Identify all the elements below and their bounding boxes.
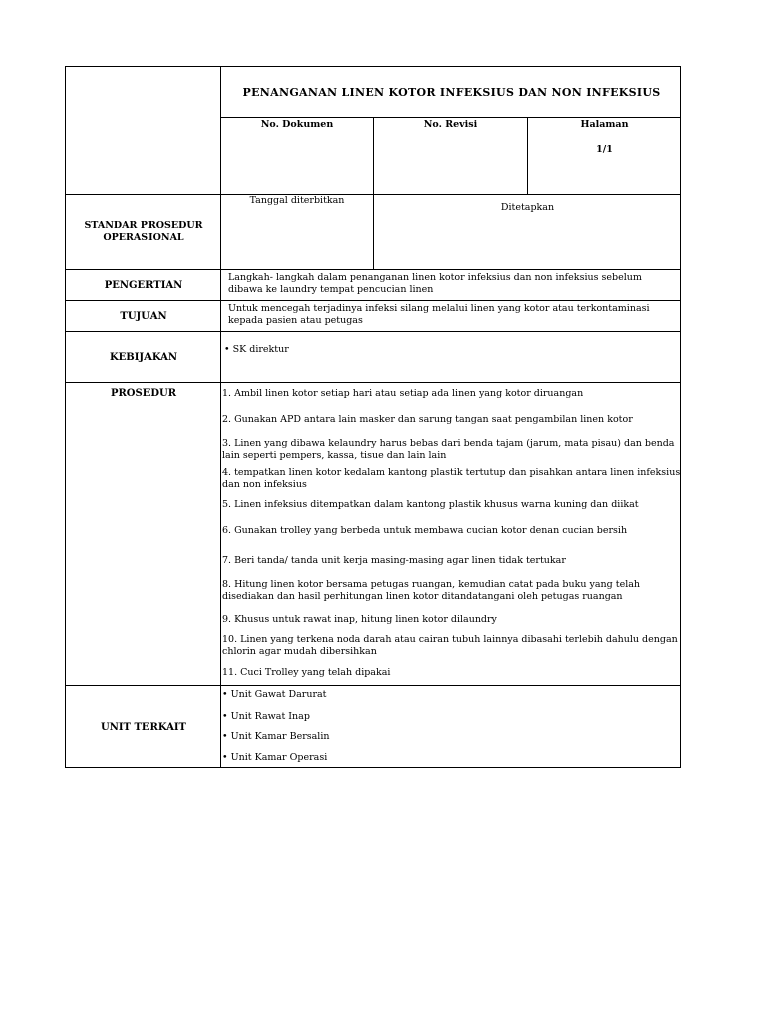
unit-terkait-label: UNIT TERKAIT	[101, 721, 186, 733]
no-revisi-label: No. Revisi	[423, 119, 478, 130]
prosedur-label: PROSEDUR	[110, 388, 177, 399]
sop-label: STANDAR PROSEDUR OPERASIONAL	[84, 220, 203, 243]
tujuan-label: TUJUAN	[120, 310, 167, 322]
prosedur-step: 2. Gunakan APD antara lain masker dan sarung tangan saat pengambilan linen kotor	[222, 414, 633, 425]
title-divider	[220, 117, 681, 118]
pengertian-label: PENGERTIAN	[104, 279, 183, 291]
prosedur-step: 8. Hitung linen kotor bersama petugas ruangan, kemudian catat pada buku yang telah disediakan dan hasil perhitungan linen kotor ditandatangani oleh petugas ruangan	[222, 579, 641, 602]
halaman-label: Halaman	[580, 119, 629, 130]
prosedur-step: 6. Gunakan trolley yang berbeda untuk membawa cucian kotor denan cucian bersih	[222, 525, 628, 536]
kebijakan-divider	[66, 382, 681, 383]
kebijakan-text: • SK direktur	[224, 344, 289, 355]
ditetapkan-label: Ditetapkan	[500, 202, 555, 213]
sop-document	[65, 66, 681, 768]
unit-item: • Unit Rawat Inap	[222, 711, 310, 722]
doc-column-divider-1	[373, 117, 374, 269]
document-title: PENANGANAN LINEN KOTOR INFEKSIUS DAN NON INFEKSIUS	[242, 85, 661, 99]
prosedur-step: 7. Beri tanda/ tanda unit kerja masing-masing agar linen tidak tertukar	[222, 555, 566, 566]
prosedur-step: 11. Cuci Trolley yang telah dipakai	[222, 667, 391, 678]
prosedur-step: 10. Linen yang terkena noda darah atau cairan tubuh lainnya dibasahi terlebih dahulu dengan chlorin agar mudah dibersihkan	[222, 634, 678, 657]
prosedur-step: 1. Ambil linen kotor setiap hari atau setiap ada linen yang kotor diruangan	[222, 388, 584, 399]
unit-item: • Unit Kamar Operasi	[222, 752, 328, 763]
no-dokumen-label: No. Dokumen	[260, 119, 334, 130]
tanggal-diterbitkan-label: Tanggal diterbitkan	[249, 195, 345, 206]
prosedur-step: 3. Linen yang dibawa kelaundry harus bebas dari benda tajam (jarum, mata pisau) dan benda lain seperti pempers, kassa, tisue dan lain lain	[222, 438, 675, 461]
prosedur-step: 4. tempatkan linen kotor kedalam kantong plastik tertutup dan pisahkan antara linen infeksius dan non infeksius	[222, 467, 681, 490]
pengertian-text: Langkah- langkah dalam penanganan linen kotor infeksius dan non infeksius sebelum dibawa ke laundry tempat pencucian linen	[228, 272, 642, 295]
unit-item: • Unit Kamar Bersalin	[222, 731, 330, 742]
tujuan-text: Untuk mencegah terjadinya infeksi silang melalui linen yang kotor atau terkontaminasi kepada pasien atau petugas	[228, 303, 650, 326]
prosedur-step: 9. Khusus untuk rawat inap, hitung linen kotor dilaundry	[222, 614, 497, 625]
unit-item: • Unit Gawat Darurat	[222, 689, 327, 700]
kebijakan-label: KEBIJAKAN	[109, 351, 178, 363]
prosedur-step: 5. Linen infeksius ditempatkan dalam kantong plastik khusus warna kuning dan diikat	[222, 499, 639, 510]
halaman-value: 1/1	[596, 144, 613, 155]
